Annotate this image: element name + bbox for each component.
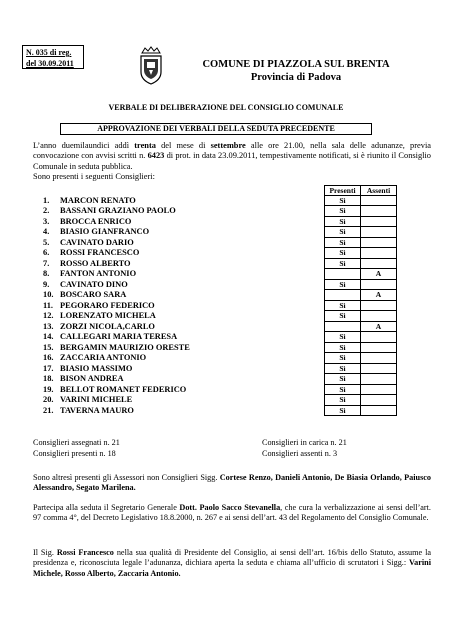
absent-mark [360, 385, 397, 396]
councillor-name: BIASIO MASSIMO [60, 363, 133, 373]
assigned-count: Consiglieri assegnati n. 21 [33, 438, 120, 447]
subject-box: APPROVAZIONE DEI VERBALI DELLA SEDUTA PRECEDENTE [60, 123, 372, 135]
councillor-row [33, 395, 431, 406]
councillor-number: 10. [43, 290, 54, 299]
councillor-row [33, 311, 431, 322]
councillor-number: 6. [43, 248, 50, 257]
councillor-name: BROCCA ENRICO [60, 216, 132, 226]
councillor-number: 8. [43, 269, 50, 278]
councillor-name: CALLEGARI MARIA TERESA [60, 332, 178, 341]
president-paragraph [33, 548, 431, 579]
present-mark: Sì [324, 353, 361, 364]
present-mark: Sì [324, 406, 361, 417]
councillor-row [33, 280, 431, 291]
present-mark [324, 269, 361, 280]
councillor-name: MARCON RENATO [60, 195, 136, 205]
councillor-row [33, 217, 431, 228]
president-text1: Il Sig. [33, 548, 57, 557]
absent-mark [360, 196, 397, 207]
councillor-row [33, 238, 431, 249]
assessors-paragraph [33, 473, 431, 494]
councillor-row [33, 374, 431, 385]
councillor-name: FANTON ANTONIO [60, 269, 137, 278]
present-mark: Sì [324, 217, 361, 228]
councillor-name: BELLOT ROMANET FEDERICO [60, 384, 187, 394]
councillor-row [33, 206, 431, 217]
municipality-name: COMUNE DI PIAZZOLA SUL BRENTA [202, 59, 390, 70]
absent-mark: A [360, 322, 397, 333]
councillor-row [33, 227, 431, 238]
registration-date: del 30.09.2011 [26, 59, 74, 68]
attendance-header-row [33, 185, 431, 196]
councillor-number: 9. [43, 279, 50, 289]
present-count: Consiglieri presenti n. 18 [33, 448, 116, 458]
present-mark: Sì [324, 227, 361, 238]
secretary-paragraph [33, 503, 431, 524]
councillor-number: 13. [43, 321, 54, 331]
absent-mark [360, 259, 397, 270]
absent-mark [360, 353, 397, 364]
councillor-number: 4. [43, 227, 50, 236]
present-mark: Sì [324, 364, 361, 375]
present-mark: Sì [324, 301, 361, 312]
intro-part4: di prot. in data 23.09.2011, tempestivamente notificati, si è riunito il Consiglio Comunale in seduta pubblica. [33, 151, 431, 171]
absent-mark [360, 311, 397, 322]
intro-month: settembre [210, 141, 246, 150]
present-mark: Sì [324, 311, 361, 322]
president-name: Rossi Francesco [56, 548, 114, 557]
registration-number: N. 035 di reg. [26, 48, 72, 57]
councillor-row [33, 322, 431, 333]
attendance-table [33, 185, 431, 416]
councillor-number: 19. [43, 384, 54, 394]
secretary-text1: Partecipa alla seduta il Segretario Generale [33, 503, 180, 512]
councillor-name: CAVINATO DINO [60, 279, 128, 289]
document-title: VERBALE DI DELIBERAZIONE DEL CONSIGLIO COMUNALE [108, 103, 344, 112]
intro-text [33, 141, 431, 172]
present-mark [324, 290, 361, 301]
present-mark: Sì [324, 374, 361, 385]
absent-mark [360, 248, 397, 259]
councillor-row [33, 248, 431, 259]
absent-count: Consiglieri assenti n. 3 [262, 448, 338, 458]
present-mark: Sì [324, 196, 361, 207]
councillor-row [33, 406, 431, 417]
intro-part3: alle ore 21.00, nella sala delle adunanze, previa convocazione con avvisi scritti n. [33, 141, 431, 161]
councillor-name: ROSSO ALBERTO [60, 258, 131, 268]
councillor-row [33, 301, 431, 312]
councillor-name: BOSCARO SARA [60, 290, 127, 299]
councillor-row [33, 259, 431, 270]
province-name: Provincia di Padova [250, 72, 342, 83]
intro-paragraph [33, 141, 431, 182]
absent-mark [360, 206, 397, 217]
councillor-number: 15. [43, 342, 54, 352]
councillor-row [33, 332, 431, 343]
councillor-name: BISON ANDREA [60, 374, 124, 383]
councillor-number: 17. [43, 363, 54, 373]
present-mark: Sì [324, 238, 361, 249]
absent-mark [360, 238, 397, 249]
councillor-name: ZACCARIA ANTONIO [60, 353, 147, 362]
absent-column-header: Assenti [360, 185, 397, 196]
councillor-row [33, 269, 431, 280]
absent-mark: A [360, 290, 397, 301]
municipality-header [192, 58, 400, 84]
assessors-names: Cortese Renzo, Danieli Antonio, De Biasia Orlando, Paiusco Alessandro, Segato Marilena. [33, 473, 431, 493]
intro-line2: Sono presenti i seguenti Consiglieri: [33, 171, 155, 181]
councillor-name: BIASIO GIANFRANCO [60, 227, 150, 236]
absent-mark [360, 301, 397, 312]
absent-mark [360, 332, 397, 343]
councillor-number: 14. [43, 332, 54, 341]
coat-of-arms-icon [136, 44, 166, 86]
councillor-name: BASSANI GRAZIANO PAOLO [60, 206, 176, 215]
absent-mark [360, 374, 397, 385]
intro-protocol: 6423 [147, 151, 165, 161]
councillor-number: 18. [43, 374, 54, 383]
councillor-number: 7. [43, 258, 50, 268]
secretary-text2: , che cura la verbalizzazione ai sensi dell’art. 97 comma 4°, del Decreto Legislativo 18.8.2000, n. 267 e ai sensi dell’art. 43 del Regolamento del Consiglio Comunale. [33, 503, 431, 523]
councillor-name: LORENZATO MICHELA [60, 311, 156, 320]
absent-mark [360, 280, 397, 291]
councillor-number: 1. [43, 195, 50, 205]
present-mark: Sì [324, 259, 361, 270]
present-mark: Sì [324, 395, 361, 406]
councillor-name: ROSSI FRANCESCO [60, 248, 140, 257]
councillor-row [33, 196, 431, 207]
in-office-count: Consiglieri in carica n. 21 [262, 438, 347, 447]
councillor-name: BERGAMIN MAURIZIO ORESTE [60, 342, 190, 352]
councillor-row [33, 385, 431, 396]
councillor-number: 16. [43, 353, 54, 362]
present-mark: Sì [324, 332, 361, 343]
councillor-name: VARINI MICHELE [60, 395, 133, 404]
councillor-number: 12. [43, 311, 54, 320]
counts-left [33, 438, 120, 459]
absent-mark [360, 217, 397, 228]
councillor-name: TAVERNA MAURO [60, 405, 134, 415]
present-mark: Sì [324, 385, 361, 396]
councillor-number: 3. [43, 216, 50, 226]
president-text2: nella sua qualità di Presidente del Consiglio, ai sensi dell’art. 16/bis dello Statuto, assume la presidenza e, riconosciuta legale l’adunanza, dichiara aperta la seduta e chiama all’ufficio di scrutatori i Sigg.: [33, 548, 431, 568]
councillor-name: ZORZI NICOLA,CARLO [60, 321, 155, 331]
councillor-row [33, 290, 431, 301]
councillor-number: 2. [43, 206, 50, 215]
present-mark: Sì [324, 343, 361, 354]
absent-mark [360, 395, 397, 406]
intro-part2: del mese di [155, 141, 211, 150]
assessors-text: Sono altresì presenti gli Assessori non Consiglieri Sigg. [33, 473, 220, 482]
councillor-number: 20. [43, 395, 54, 404]
councillor-row [33, 364, 431, 375]
absent-mark [360, 364, 397, 375]
present-mark [324, 322, 361, 333]
intro-day: trenta [134, 141, 156, 150]
present-mark: Sì [324, 280, 361, 291]
absent-mark: A [360, 269, 397, 280]
councillor-name: PEGORARO FEDERICO [60, 300, 155, 310]
councillor-row [33, 353, 431, 364]
councillor-name: CAVINATO DARIO [60, 237, 134, 247]
scrutineers-names: Varini Michele, Rosso Alberto, Zaccaria Antonio. [33, 558, 431, 578]
absent-mark [360, 227, 397, 238]
intro-part1: L’anno duemilaundici addì [33, 141, 135, 150]
counts-right [262, 438, 347, 459]
councillor-number: 11. [43, 300, 54, 310]
councillor-number: 5. [43, 237, 50, 247]
councillor-row [33, 343, 431, 354]
councillor-number: 21. [43, 405, 54, 415]
present-mark: Sì [324, 206, 361, 217]
absent-mark [360, 406, 397, 417]
present-mark: Sì [324, 248, 361, 259]
absent-mark [360, 343, 397, 354]
registration-reference-box [22, 45, 84, 69]
secretary-name: Dott. Paolo Sacco Stevanella [179, 503, 281, 512]
present-column-header: Presenti [324, 185, 361, 196]
